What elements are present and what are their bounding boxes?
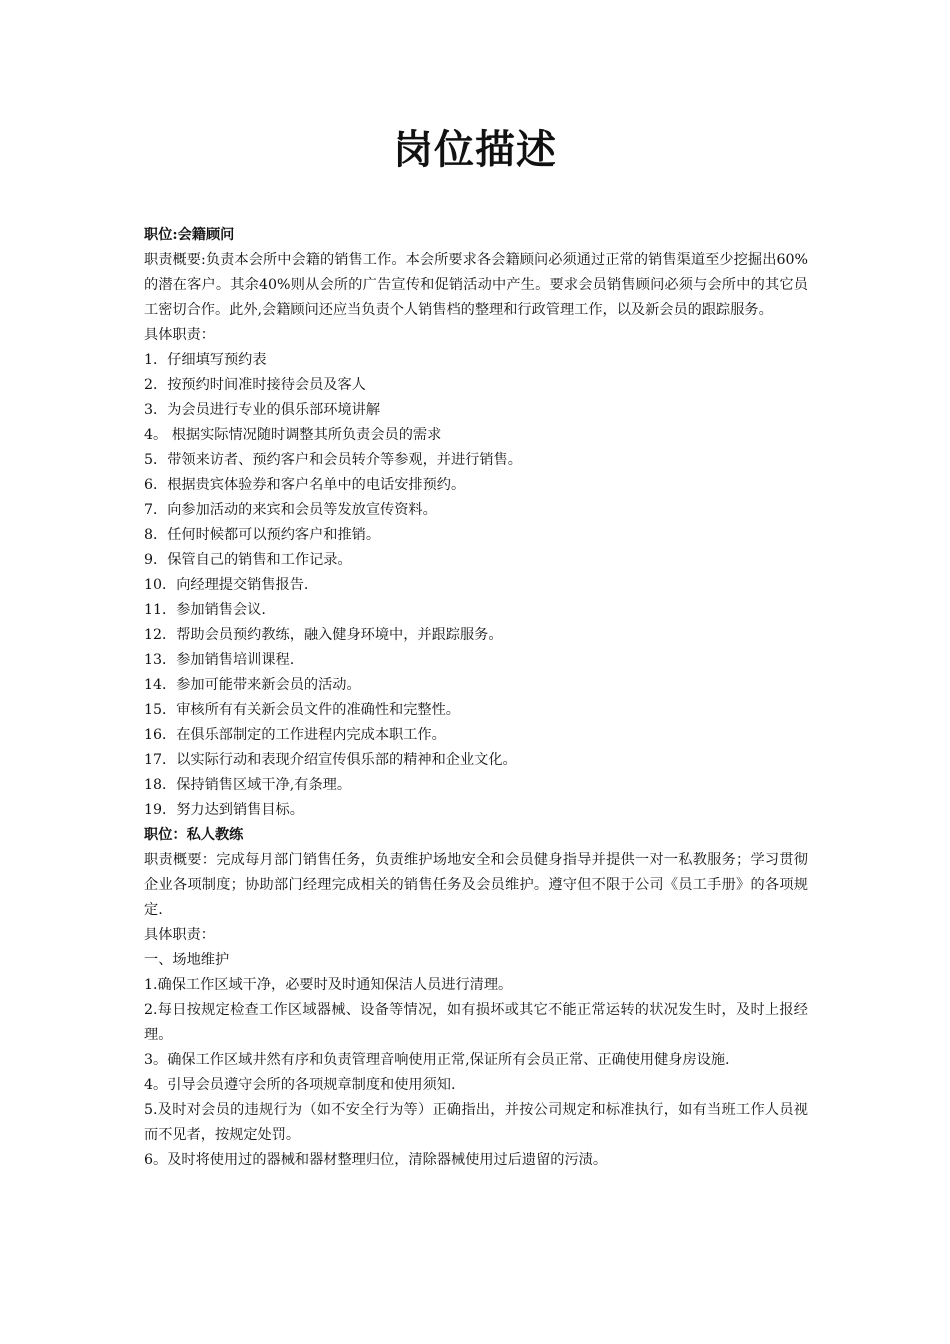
duty-item: 17．以实际行动和表现介绍宣传俱乐部的精神和企业文化。 (144, 752, 517, 768)
duty-item: 6。及时将使用过的器械和器材整理归位，清除器械使用过后遗留的污渍。 (144, 1152, 608, 1168)
duty-item: 10．向经理提交销售报告. (144, 577, 309, 593)
duty-item: 3。确保工作区域井然有序和负责管理音响使用正常,保证所有会员正常、正确使用健身房设施. (144, 1052, 730, 1068)
duties-label: 具体职责： (144, 927, 215, 943)
duty-item: 13．参加销售培训课程. (144, 652, 295, 668)
duty-item: 19．努力达到销售目标。 (144, 802, 304, 818)
duty-item: 16．在俱乐部制定的工作进程内完成本职工作。 (144, 727, 446, 743)
section-summary-membership-consultant: 职责概要:负责本会所中会籍的销售工作。本会所要求各会籍顾问必须通过正常的销售渠道至少挖掘出60%的潜在客户。其余40%则从会所的广告宣传和促销活动中产生。要求会员销售顾问必须与会所中的其它员工密切合作。此外,会籍顾问还应当负责个人销售档的整理和行政管理工作，以及新会员的跟踪服务。 (144, 252, 808, 318)
duty-item: 4。 根据实际情况随时调整其所负责会员的需求 (144, 427, 442, 443)
duty-item: 7．向参加活动的来宾和会员等发放宣传资料。 (144, 502, 437, 518)
duty-item: 1.确保工作区域干净，必要时及时通知保洁人员进行清理。 (144, 977, 513, 993)
subsection-heading: 一、场地维护 (144, 952, 230, 968)
section-heading-personal-trainer: 职位：私人教练 (144, 827, 244, 843)
duty-item: 1．仔细填写预约表 (144, 352, 267, 368)
duty-item: 15．审核所有有关新会员文件的准确性和完整性。 (144, 702, 460, 718)
document-body (144, 223, 808, 1173)
duty-item: 6．根据贵宾体验券和客户名单中的电话安排预约。 (144, 477, 466, 493)
duty-item: 14．参加可能带来新会员的活动。 (144, 677, 361, 693)
duty-item: 2.每日按规定检查工作区域器械、设备等情况，如有损坏或其它不能正常运转的状况发生时，及时上报经理。 (144, 1002, 808, 1043)
duty-item: 8．任何时候都可以预约客户和推销。 (144, 527, 381, 543)
duty-item: 12．帮助会员预约教练，融入健身环境中，并跟踪服务。 (144, 627, 503, 643)
duties-label: 具体职责： (144, 327, 215, 343)
duty-item: 4。引导会员遵守会所的各项规章制度和使用须知. (144, 1077, 456, 1093)
duty-item: 9．保管自己的销售和工作记录。 (144, 552, 352, 568)
duty-item: 5.及时对会员的违规行为（如不安全行为等）正确指出，并按公司规定和标准执行，如有当班工作人员视而不见者，按规定处罚。 (144, 1102, 808, 1143)
duty-item: 18．保持销售区域干净,有条理。 (144, 777, 352, 793)
duty-item: 11．参加销售会议. (144, 602, 266, 618)
duty-item: 3．为会员进行专业的俱乐部环境讲解 (144, 402, 381, 418)
duty-item: 2．按预约时间准时接待会员及客人 (144, 377, 366, 393)
document-title: 岗位描述 (393, 127, 557, 173)
section-heading-membership-consultant: 职位:会籍顾问 (144, 227, 235, 243)
section-summary-personal-trainer: 职责概要：完成每月部门销售任务，负责维护场地安全和会员健身指导并提供一对一私教服务；学习贯彻企业各项制度；协助部门经理完成相关的销售任务及会员维护。遵守但不限于公司《员工手册》的各项规定. (144, 852, 808, 918)
duty-item: 5．带领来访者、预约客户和会员转介等参观，并进行销售。 (144, 452, 522, 468)
